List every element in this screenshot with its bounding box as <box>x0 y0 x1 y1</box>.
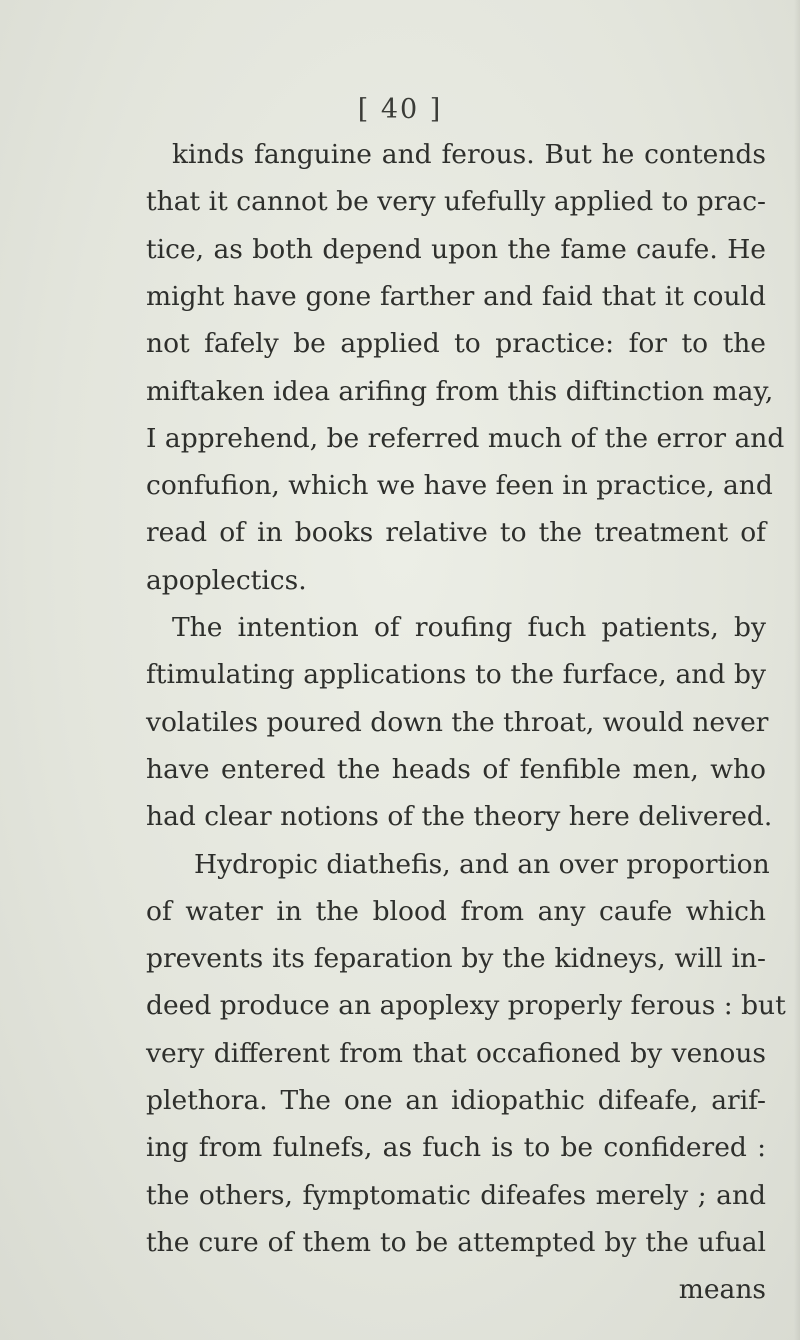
catchword: means <box>678 1274 766 1305</box>
text-line: read of in books relative to the treatment of <box>146 517 766 548</box>
text-line: tice, as both depend upon the fame caufe. He <box>146 234 766 265</box>
text-line: of water in the blood from any caufe which <box>146 896 766 927</box>
text-line: confufion, which we have feen in practice, and <box>146 470 773 501</box>
text-line: The intention of roufing fuch patients, by <box>172 612 766 643</box>
text-line: prevents its feparation by the kidneys, will in- <box>146 943 766 974</box>
text-line: ftimulating applications to the furface, and by <box>146 659 766 690</box>
text-line: not fafely be applied to practice: for to the <box>146 328 766 359</box>
text-line: had clear notions of the theory here delivered. <box>146 801 773 832</box>
text-line: very different from that occafioned by venous <box>146 1038 766 1069</box>
page-number: [ 40 ] <box>357 94 443 125</box>
text-line: I apprehend, be referred much of the error and <box>146 423 785 454</box>
text-line: the cure of them to be attempted by the ufual <box>146 1227 766 1258</box>
page-edge-shadow <box>794 0 800 1340</box>
text-line: miftaken idea arifing from this diftinction may, <box>146 376 774 407</box>
text-line: plethora. The one an idiopathic difeafe, arif- <box>146 1085 766 1116</box>
text-line: deed produce an apoplexy properly ferous : but <box>146 990 786 1021</box>
text-line: might have gone farther and faid that it could <box>146 281 766 312</box>
text-line: ing from fulnefs, as fuch is to be confidered : <box>146 1132 766 1163</box>
text-line: that it cannot be very ufefully applied to prac- <box>146 186 766 217</box>
text-line: apoplectics. <box>146 565 307 596</box>
text-line: Hydropic diathefis, and an over proportion <box>194 849 770 880</box>
text-line: kinds fanguine and ferous. But he contends <box>172 139 766 170</box>
text-line: have entered the heads of fenfible men, who <box>146 754 766 785</box>
text-line: volatiles poured down the throat, would never <box>146 707 769 738</box>
text-line: the others, fymptomatic difeafes merely ; and <box>146 1180 766 1211</box>
